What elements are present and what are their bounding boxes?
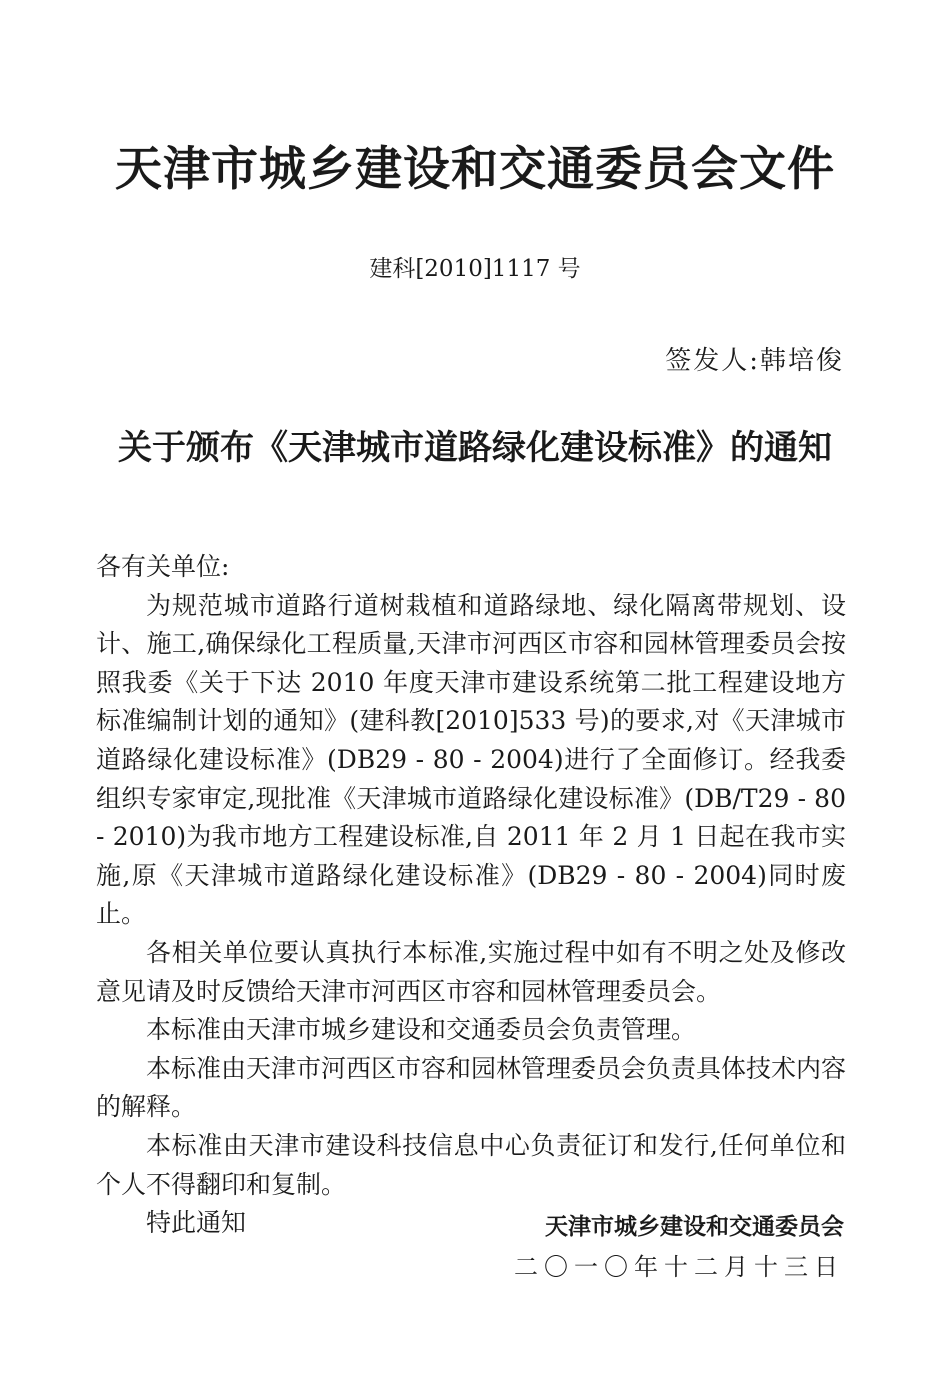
body-paragraph: 本标准由天津市建设科技信息中心负责征订和发行,任何单位和个人不得翻印和复制。 xyxy=(96,1130,846,1199)
salutation: 各有关单位: xyxy=(96,552,230,581)
issue-date: 二〇一〇年十二月十三日 xyxy=(514,1253,844,1281)
signer: 签发人:韩培俊 xyxy=(665,346,844,376)
issuer: 天津市城乡建设和交通委员会 xyxy=(545,1214,844,1240)
document-body xyxy=(96,548,846,1243)
closing-line: 特此通知 xyxy=(146,1208,247,1238)
document-header: 天津市城乡建设和交通委员会文件 xyxy=(115,142,835,197)
body-paragraph: 各相关单位要认真执行本标准,实施过程中如有不明之处及修改意见请及时反馈给天津市河西区市容和园林管理委员会。 xyxy=(96,937,846,1006)
body-paragraph: 为规范城市道路行道树栽植和道路绿地、绿化隔离带规划、设计、施工,确保绿化工程质量,天津市河西区市容和园林管理委员会按照我委《关于下达 2010 年度天津市建设系统第二批工程建设地方标准编制计划的通知》(建科教[2010]533 号)的要求,对《天津城市道路绿化建设标准》(DB29 - 80 - 2004)进行了全面修订。经我委组织专家审定,现批准《天津城市道路绿化建设标准》(DB/T29 - 80 - 2010)为我市地方工程建设标准,自 2011 年 2 月 1 日起在我市实施,原《天津城市道路绿化建设标准》(DB29 - 80 - 2004)同时废止。 xyxy=(96,590,846,929)
body-paragraph: 本标准由天津市河西区市容和园林管理委员会负责具体技术内容的解释。 xyxy=(96,1053,847,1122)
document-number: 建科[2010]1117 号 xyxy=(369,256,581,282)
body-paragraph: 本标准由天津市城乡建设和交通委员会负责管理。 xyxy=(146,1015,697,1045)
notice-title: 关于颁布《天津城市道路绿化建设标准》的通知 xyxy=(118,428,832,468)
